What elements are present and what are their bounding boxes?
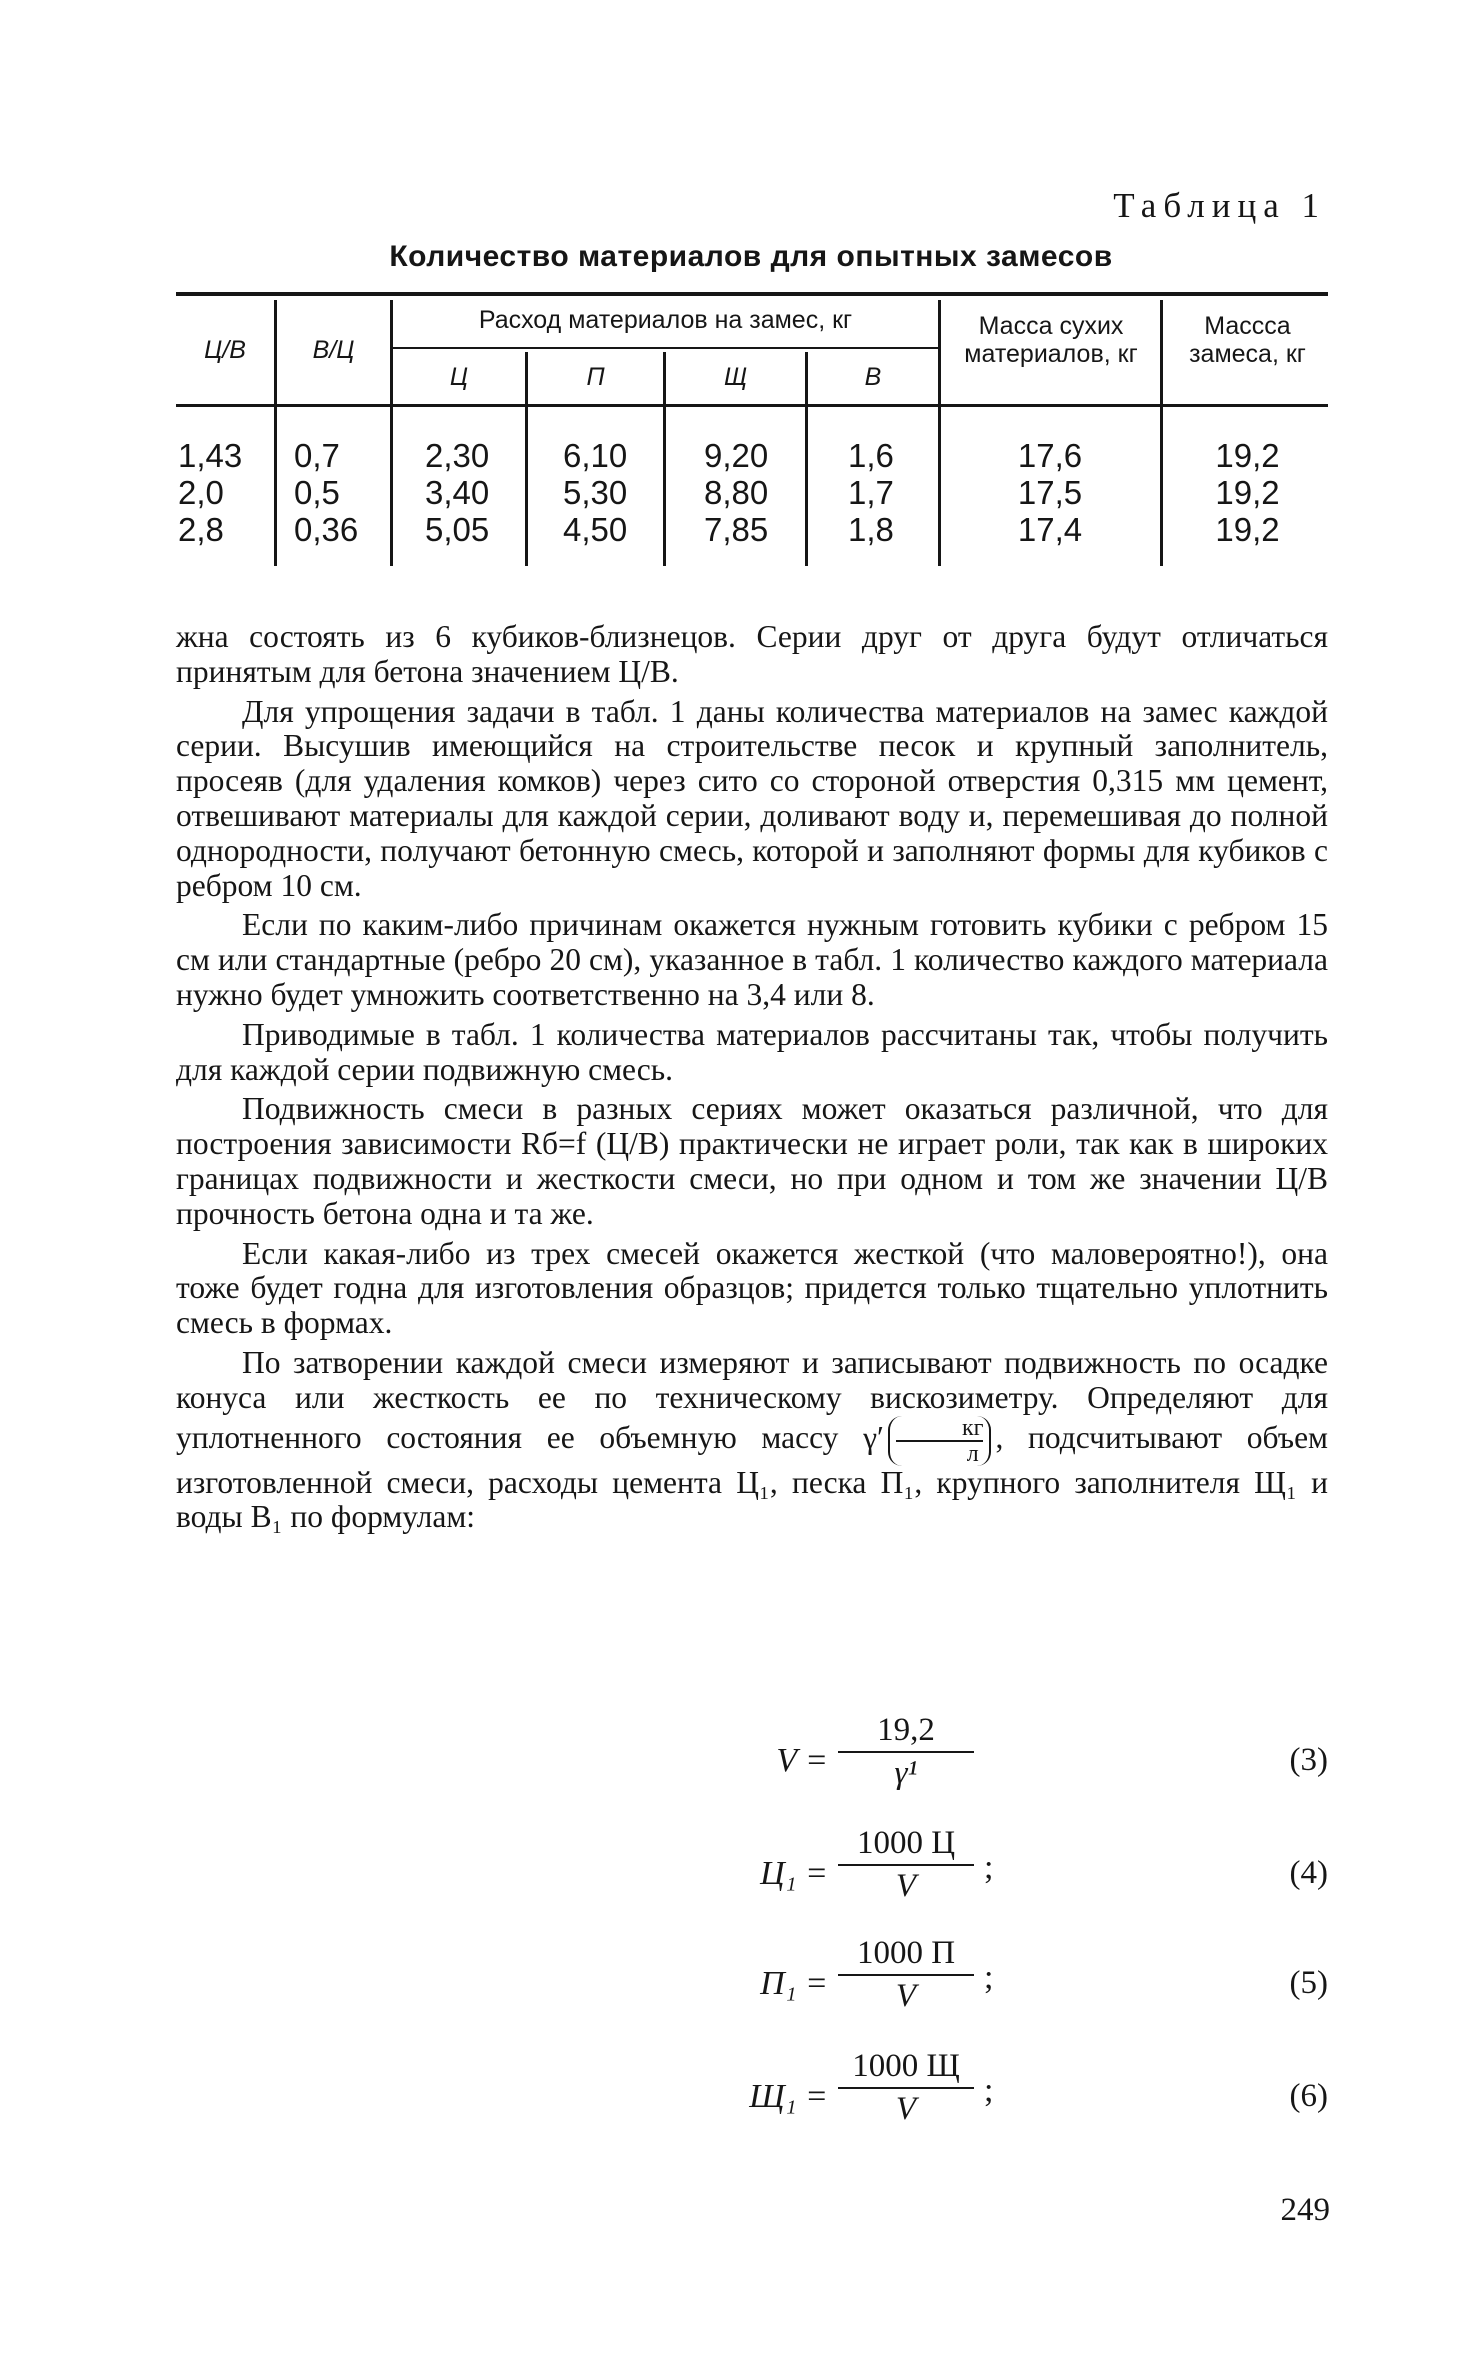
formula-fraction (838, 1825, 974, 1905)
column-vc-values: 0,7 0,5 0,36 (294, 437, 359, 548)
table-col-divider (390, 300, 393, 566)
formula-fraction (838, 1935, 974, 2015)
formula-lhs: Ц₁ = (760, 1855, 828, 1892)
formula-semicolon: ; (984, 1959, 994, 1996)
paragraph-part: , подсчитывают объем изготовленной смеси, расходы цемента Ц₁, песка П₁, крупного заполнителя Щ₁ и воды В₁ по формулам: (176, 1419, 1328, 1535)
table-col-divider (1160, 300, 1163, 566)
column-batch-mass-values: 19,2 19,2 19,2 (1215, 437, 1280, 548)
formula-numerator: 1000 Щ (838, 2048, 974, 2089)
formula-numerator: 1000 Ц (838, 1825, 974, 1866)
table-subheader-rule (392, 347, 938, 349)
column-cv-values: 1,43 2,0 2,8 (178, 437, 243, 548)
formula-number: (3) (1289, 1742, 1328, 1778)
table-label: Таблица 1 (1113, 186, 1326, 225)
header-sand: П (586, 363, 605, 391)
formula-lhs: V = (776, 1742, 828, 1779)
table-caption: Количество материалов для опытных замесов (389, 240, 1113, 273)
formula-lhs: П₁ = (760, 1965, 828, 2002)
table-top-rule (176, 292, 1328, 296)
formula-number: (5) (1289, 1965, 1328, 2001)
header-cement: Ц (449, 363, 469, 391)
formula-denominator: γ¹ (894, 1755, 918, 1791)
header-cv: Ц/В (204, 336, 246, 364)
paragraph: Если какая-либо из трех смесей окажется жесткой (что маловероятно!), она тоже будет годна для изготовления образцов; придется только тщательно уплотнить смесь в формах. (176, 1235, 1328, 1341)
unit-fraction (888, 1416, 992, 1466)
body-text (176, 620, 1328, 1540)
formula-denominator: V (895, 1868, 917, 1904)
column-cement-values: 2,30 3,40 5,05 (425, 437, 490, 548)
paragraph-formulas-intro (176, 1346, 1328, 1535)
formula-numerator: 1000 П (838, 1935, 974, 1976)
formula-4 (560, 1825, 1328, 1915)
page-number: 249 (1280, 2192, 1330, 2228)
paragraph-part: По затворении каждой смеси измеряют и записывают подвижность по осадке конуса или жесткость ее по техническому вискозиметру. Определяют для уплотненного состояния ее объемную массу γ′ (176, 1344, 1328, 1455)
header-dry-mass: Масса сухих материалов, кг (964, 312, 1138, 368)
table-col-divider (938, 300, 941, 566)
formula-numerator: 19,2 (838, 1712, 974, 1753)
formula-3 (560, 1712, 1328, 1802)
formula-semicolon: ; (984, 1849, 994, 1886)
unit-numerator: кг (896, 1416, 984, 1442)
column-dry-mass-values: 17,6 17,5 17,4 (1017, 437, 1083, 548)
formula-fraction (838, 1712, 974, 1792)
formula-number: (6) (1289, 2078, 1328, 2114)
column-gravel-values: 9,20 8,80 7,85 (704, 437, 769, 548)
unit-denominator: л (966, 1440, 979, 1467)
header-vc: В/Ц (312, 336, 355, 364)
paragraph: Для упрощения задачи в табл. 1 даны количества материалов на замес каждой серии. Высушив имеющийся на строительстве песок и крупный заполнитель, просеяв (для удаления комков) через сито со стороной отверстия 0,315 мм цемент, отвешивают материалы для каждой серии, доливают воду и, перемешивая до полной однородности, получают бетонную смесь, которой и заполняют формы для кубиков с ребром 10 см. (176, 693, 1328, 903)
paragraph: жна состоять из 6 кубиков-близнецов. Серии друг от друга будут отличаться принятым для бетона значением Ц/В. (176, 619, 1328, 689)
formula-fraction (838, 2048, 974, 2128)
table-header-rule (176, 404, 1328, 407)
formula-denominator: V (895, 1978, 917, 2014)
formula-number: (4) (1289, 1855, 1328, 1891)
header-gravel: Щ (723, 363, 748, 391)
formula-6 (560, 2048, 1328, 2138)
formula-denominator: V (895, 2091, 917, 2127)
formula-lhs: Щ₁ = (749, 2078, 828, 2115)
paragraph: Подвижность смеси в разных сериях может оказаться различной, что для построения зависимости Rб=f (Ц/В) практически не играет роли, так как в широких границах подвижности и жесткости смеси, но при одном и том же значении Ц/В прочность бетона одна и та же. (176, 1091, 1328, 1231)
paragraph: Приводимые в табл. 1 количества материалов рассчитаны так, чтобы получить для каждой серии подвижную смесь. (176, 1016, 1328, 1087)
formula-semicolon: ; (984, 2072, 994, 2109)
column-water-values: 1,6 1,7 1,8 (848, 437, 894, 548)
column-sand-values: 6,10 5,30 4,50 (563, 437, 628, 548)
header-consumption-group: Расход материалов на замес, кг (478, 306, 853, 334)
paragraph: Если по каким-либо причинам окажется нужным готовить кубики с ребром 15 см или стандартные (ребро 20 см), указанное в табл. 1 количество каждого материала нужно будет умножить соответственно на 3,4 или 8. (176, 907, 1328, 1012)
formula-5 (560, 1935, 1328, 2025)
header-batch-mass: Массса замеса, кг (1189, 312, 1306, 368)
header-water: В (864, 363, 882, 391)
